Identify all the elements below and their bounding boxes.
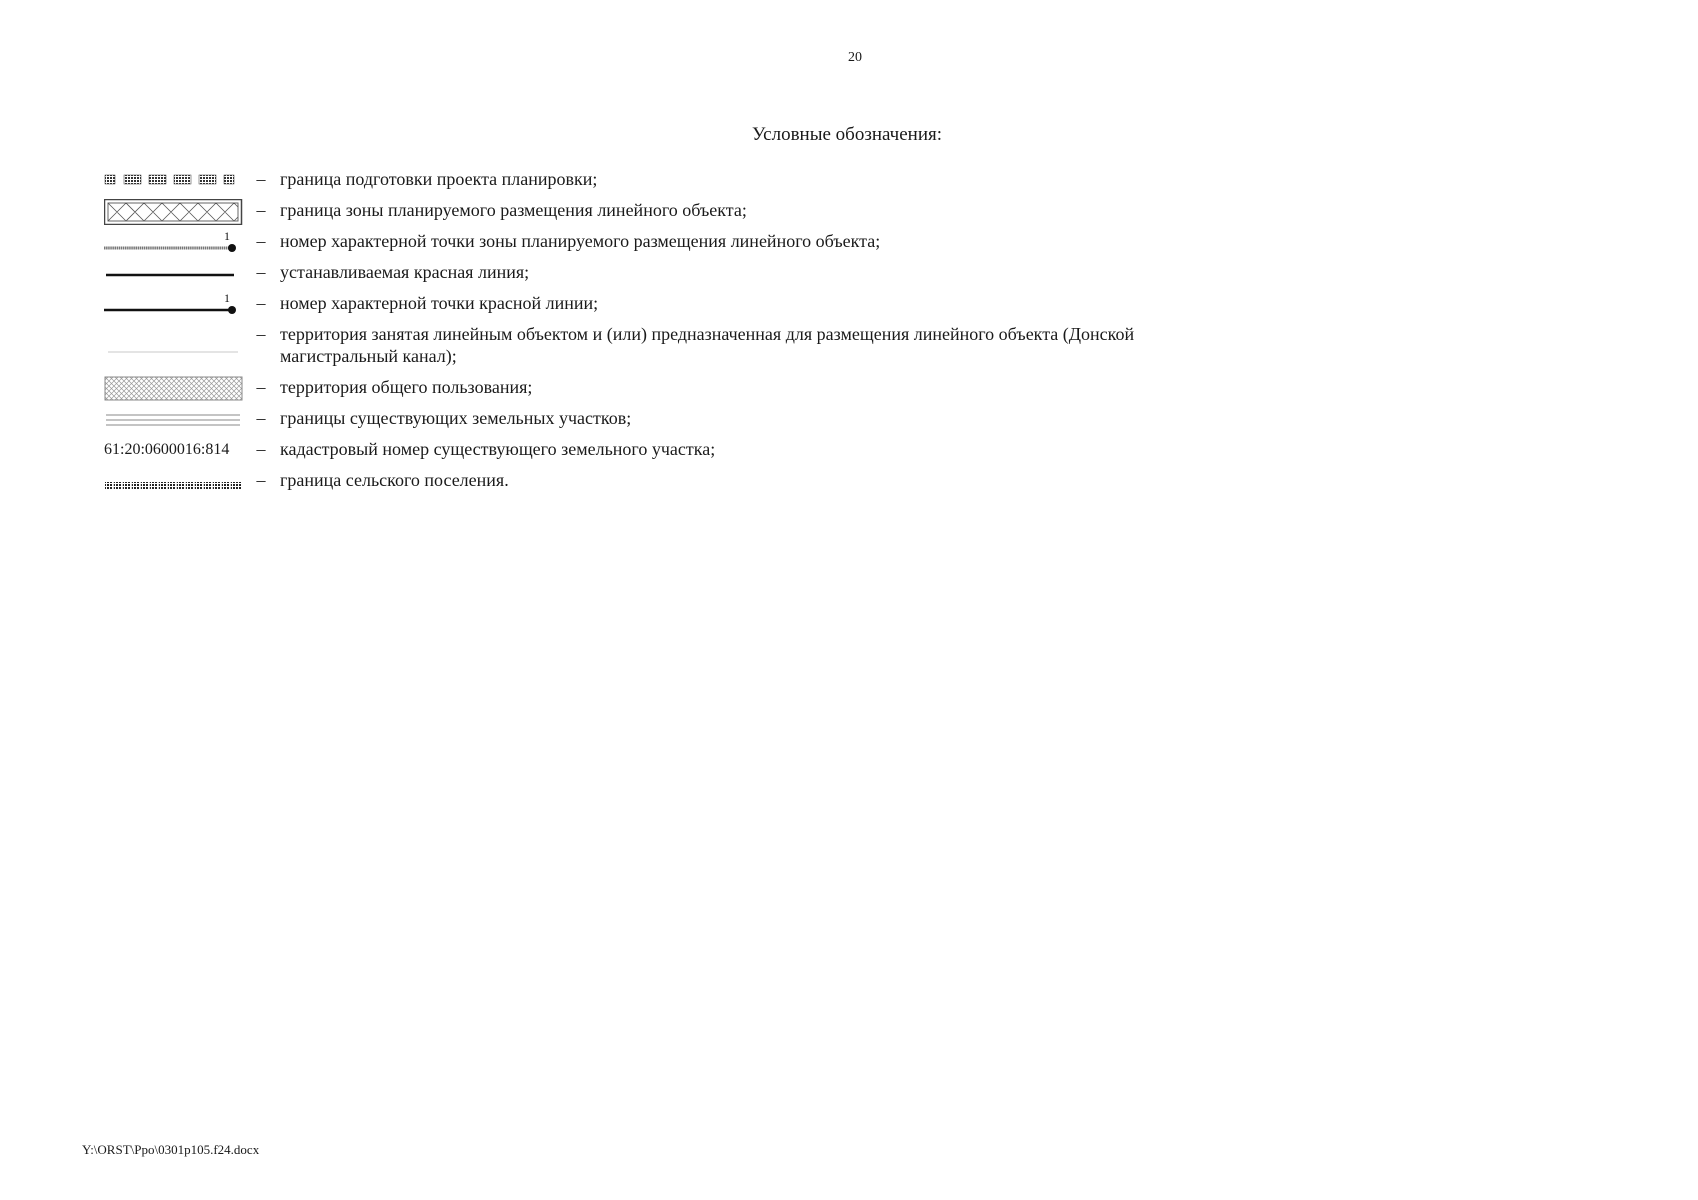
legend-text: кадастровый номер существующего земельного участка; <box>280 439 716 459</box>
zone-point-symbol <box>96 230 246 256</box>
legend-text: территория общего пользования; <box>280 377 533 397</box>
cadastral-sample-text: 61:20:0600016:814 <box>104 441 230 458</box>
legend-dash: – <box>256 200 266 220</box>
occupied-territory-symbol <box>96 323 246 371</box>
red-line-point-label: 1 <box>224 292 230 305</box>
legend-text: граница сельского поселения. <box>280 470 509 490</box>
legend-item <box>96 292 1156 318</box>
legend-item <box>96 438 1156 464</box>
legend-dash: – <box>256 231 266 251</box>
legend-text: граница зоны планируемого размещения линейного объекта; <box>280 200 747 220</box>
legend-item <box>96 168 1156 194</box>
legend-dash: – <box>256 262 266 282</box>
page-number: 20 <box>848 50 862 65</box>
linear-object-zone-symbol <box>96 199 246 225</box>
red-line-point-symbol <box>96 292 246 318</box>
legend-item <box>96 469 1156 495</box>
public-territory-symbol <box>96 376 246 402</box>
legend-dash: – <box>256 324 266 344</box>
legend-item <box>96 323 1156 371</box>
legend-text: территория занятая линейным объектом и (или) предназначенная для размещения линейного объекта (Донской магистральный канал); <box>280 324 1135 366</box>
legend-item <box>96 199 1156 225</box>
legend-dash: – <box>256 470 266 490</box>
cadastral-number-sample <box>96 438 246 464</box>
land-plot-boundary-symbol <box>96 407 246 433</box>
planning-boundary-symbol <box>96 168 246 194</box>
legend-item <box>96 376 1156 402</box>
red-line-symbol <box>96 261 246 287</box>
legend-text: номер характерной точки зоны планируемого размещения линейного объекта; <box>280 231 881 251</box>
file-path-footer: Y:\ORST\Ppo\0301p105.f24.docx <box>82 1142 260 1157</box>
rural-settlement-boundary-symbol <box>96 469 246 495</box>
legend-dash: – <box>256 293 266 313</box>
legend-dash: – <box>256 408 266 428</box>
legend-item <box>96 261 1156 287</box>
legend-title: Условные обозначения: <box>752 124 943 145</box>
zone-point-label: 1 <box>224 230 230 243</box>
legend-text: границы существующих земельных участков; <box>280 408 632 428</box>
legend-dash: – <box>256 377 266 397</box>
legend-item <box>96 407 1156 433</box>
legend-text: номер характерной точки красной линии; <box>280 293 599 313</box>
legend-text: граница подготовки проекта планировки; <box>280 169 598 189</box>
legend-dash: – <box>256 169 266 189</box>
legend-item <box>96 230 1156 256</box>
legend-text: устанавливаемая красная линия; <box>280 262 530 282</box>
legend-dash: – <box>256 439 266 459</box>
